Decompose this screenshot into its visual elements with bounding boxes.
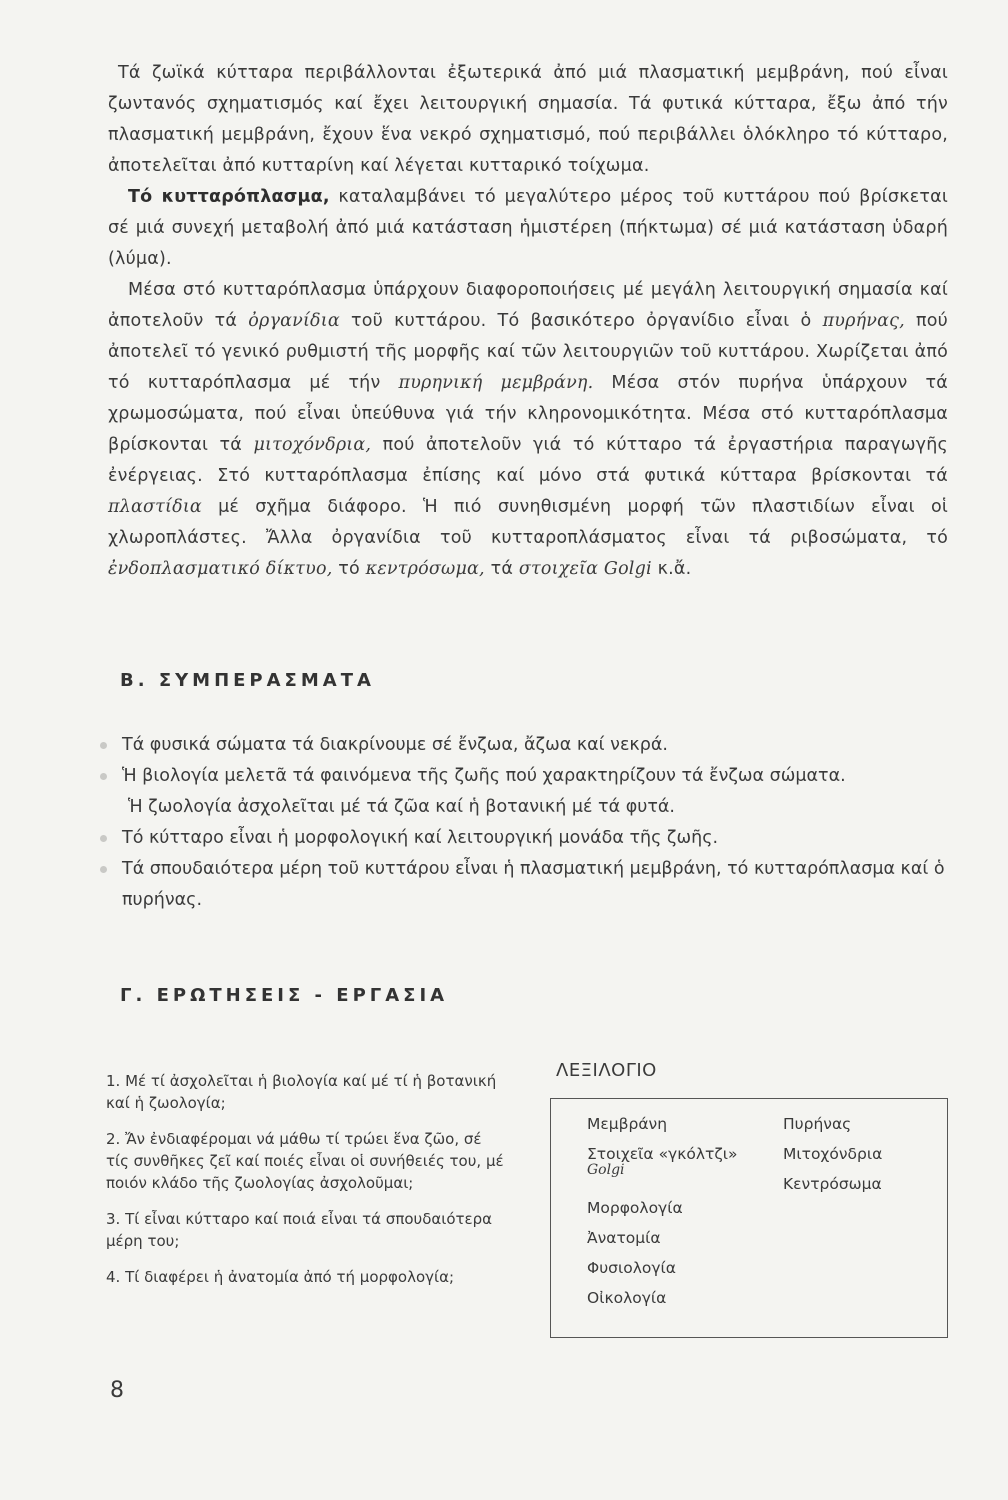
paragraph-organelles: Μέσα στό κυτταρόπλασμα ὑπάρχουν διαφοροποιήσεις μέ μεγάλη λειτουργική σημασία καί ἀποτελοῦν τά ὀργανίδια τοῦ κυττάρου. Τό βασικότερο ὀργανίδιο εἶναι ὁ πυρήνας, πού ἀποτελεῖ τό γενικό ρυθμιστή τῆς μορφῆς καί τῶν λειτουργιῶν τοῦ κυττάρου. Χωρίζεται ἀπό τό κυτταρόπλασμα μέ τήν πυρηνική μεμβράνη. Μέσα στόν πυρήνα ὑπάρχουν τά χρωμοσώματα, πού εἶναι ὑπεύθυνα γιά τήν κληρονομικότητα. Μέσα στό κυτταρόπλασμα βρίσκονται τά μιτοχόνδρια, πού ἀποτελοῦν γιά τό κύτταρο τά ἐργαστήρια παραγωγῆς ἐνέργειας. Στό κυτταρόπλασμα ἐπίσης καί μόνο στά φυτικά κύτταρα βρίσκονται τά πλαστίδια μέ σχῆμα διάφορο. Ἡ πιό συνηθισμένη μορφή τῶν πλαστιδίων εἶναι οἱ χλωροπλάστες. Ἄλλα ὀργανίδια τοῦ κυτταροπλάσματος εἶναι τά ριβοσώματα, τό ἐνδοπλασματικό δίκτυο, τό κεντρόσωμα, τά στοιχεῖα Golgi κ.ἄ. <box>108 280 949 579</box>
lexicon-title: ΛΕΞΙΛΟΓΙΟ <box>556 1060 657 1081</box>
bullet-icon <box>100 835 107 842</box>
lexicon-term: Μεμβράνη <box>587 1115 668 1133</box>
lexicon-term: Κεντρόσωμα <box>783 1175 882 1193</box>
lexicon-term-golgi: Golgi <box>587 1162 625 1178</box>
section-title-conclusions: Β. ΣΥΜΠΕΡΑΣΜΑΤΑ <box>120 670 375 691</box>
lexicon-term: Ἀνατομία <box>587 1229 661 1247</box>
list-item: Τά σπουδαιότερα μέρη τοῦ κυττάρου εἶναι ἡ πλασματική μεμβράνη, τό κυτταρόπλασμα καί ὁ πυρήνας. <box>100 854 960 916</box>
page-number: 8 <box>110 1378 124 1403</box>
section-title-questions: Γ. ΕΡΩΤΗΣΕΙΣ - ΕΡΓΑΣΙΑ <box>120 985 449 1006</box>
paragraph-membrane: Τά ζωϊκά κύτταρα περιβάλλονται ἐξωτερικά ἀπό μιά πλασματική μεμβράνη, πού εἶναι ζωντανός σχηματισμός καί ἔχει λειτουργική σημασία. Τά φυτικά κύτταρα, ἔξω ἀπό τήν πλασματική μεμβράνη, ἔχουν ἕνα νεκρό σχηματισμό, πού περιβάλλει ὁλόκληρο τό κύτταρο, ἀποτελεῖται ἀπό κυτταρίνη καί λέγεται κυτταρικό τοίχωμα. <box>108 63 948 176</box>
lexicon-right-column <box>783 1109 882 1199</box>
intro-text <box>108 58 948 585</box>
paragraph-cytoplasm: Τό κυτταρόπλασμα, καταλαμβάνει τό μεγαλύτερο μέρος τοῦ κυττάρου πού βρίσκεται σέ μιά συνεχή μεταβολή ἀπό μιά κατάσταση ἡμιστέρεη (πήκτωμα) σέ μιά κατάσταση ὑδαρή (λύμα). <box>108 187 948 269</box>
question-item: 4. Τί διαφέρει ἡ ἀνατομία ἀπό τή μορφολογία; <box>106 1268 455 1286</box>
bullet-icon <box>100 866 107 873</box>
lexicon-term: Στοιχεῖα «γκόλτζι» <box>587 1145 738 1163</box>
questions-list <box>106 1070 506 1302</box>
lexicon-box <box>550 1098 948 1338</box>
bullet-icon <box>100 773 107 780</box>
bullet-icon <box>100 742 107 749</box>
lexicon-term: Πυρήνας <box>783 1115 852 1133</box>
lexicon-term: Φυσιολογία <box>587 1259 677 1277</box>
lexicon-left-column <box>587 1109 738 1313</box>
lexicon-term: Οἰκολογία <box>587 1289 667 1307</box>
question-item: 3. Τί εἶναι κύτταρο καί ποιά εἶναι τά σπουδαιότερα μέρη του; <box>106 1210 493 1250</box>
question-item: 2. Ἄν ἐνδιαφέρομαι νά μάθω τί τρώει ἕνα ζῶο, σέ τίς συνθῆκες ζεῖ καί ποιές εἶναι οἱ συνήθειές του, μέ ποιόν κλάδο τῆς ζωολογίας ἀσχολοῦμαι; <box>106 1130 504 1192</box>
lexicon-term: Μιτοχόνδρια <box>783 1145 883 1163</box>
conclusions-list <box>100 730 960 916</box>
list-item: Τό κύτταρο εἶναι ἡ μορφολογική καί λειτουργική μονάδα τῆς ζωῆς. <box>100 823 960 854</box>
list-item: Ἡ βιολογία μελετᾶ τά φαινόμενα τῆς ζωῆς πού χαρακτηρίζουν τά ἔνζωα σώματα. Ἡ ζωολογία ἀσχολεῖται μέ τά ζῶα καί ἡ βοτανική μέ τά φυτά. <box>100 761 960 823</box>
lexicon-term: Μορφολογία <box>587 1199 683 1217</box>
list-item: Τά φυσικά σώματα τά διακρίνουμε σέ ἔνζωα, ἄζωα καί νεκρά. <box>100 730 960 761</box>
term-cytoplasm: Τό κυτταρόπλασμα, <box>128 187 330 207</box>
question-item: 1. Μέ τί ἀσχολεῖται ἡ βιολογία καί μέ τί ἡ βοτανική καί ἡ ζωολογία; <box>106 1072 497 1112</box>
